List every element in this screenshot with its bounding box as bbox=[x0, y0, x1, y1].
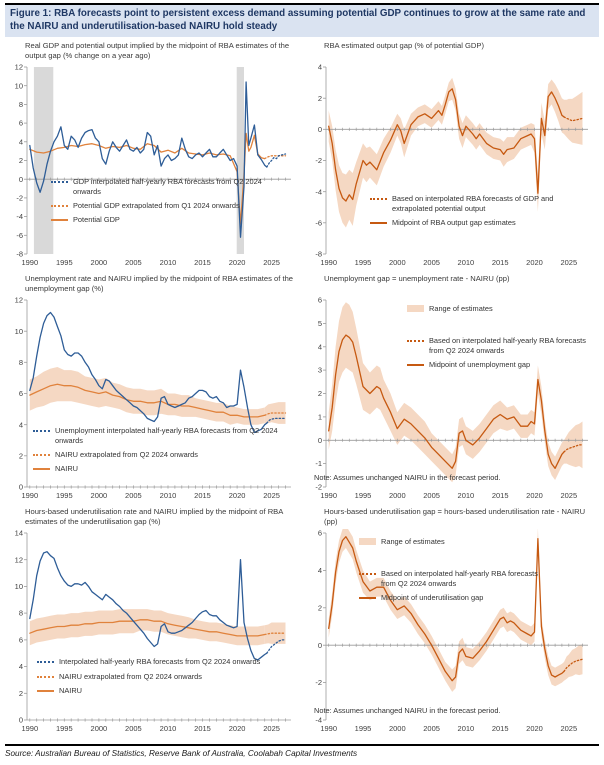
legend-label: GDP interpolated half-yearly RBA forecasts from Q2 2024 onwards bbox=[73, 177, 262, 196]
chart-canvas bbox=[304, 529, 593, 734]
svg-text:2000: 2000 bbox=[90, 491, 108, 501]
legend-item bbox=[37, 686, 293, 695]
svg-text:6: 6 bbox=[18, 389, 23, 399]
legend-label: Midpoint of RBA output gap estimates bbox=[392, 217, 516, 227]
legend-item bbox=[407, 304, 587, 313]
legend-item bbox=[33, 426, 287, 445]
charts-grid bbox=[0, 41, 604, 740]
svg-text:14: 14 bbox=[14, 529, 23, 539]
chart-legend bbox=[33, 426, 287, 478]
svg-text:4: 4 bbox=[18, 137, 23, 147]
svg-text:-4: -4 bbox=[16, 212, 23, 222]
svg-text:3: 3 bbox=[317, 366, 322, 376]
chart-legend bbox=[359, 537, 544, 551]
svg-text:4: 4 bbox=[18, 662, 23, 672]
svg-text:-8: -8 bbox=[315, 250, 322, 260]
svg-text:2005: 2005 bbox=[423, 491, 440, 501]
legend-label: NAIRU extrapolated from Q2 2024 onwards bbox=[55, 449, 198, 459]
svg-text:2: 2 bbox=[317, 603, 322, 613]
svg-text:2025: 2025 bbox=[263, 491, 280, 501]
chart-note: Note: Assumes unchanged NAIRU in the forecast period. bbox=[314, 473, 501, 483]
svg-text:2010: 2010 bbox=[457, 724, 475, 734]
legend-dotted-line-swatch bbox=[407, 340, 424, 342]
chart-plot-area bbox=[304, 63, 599, 268]
chart-legend bbox=[407, 304, 587, 318]
legend-item bbox=[407, 360, 587, 369]
chart-title: Unemployment rate and NAIRU implied by the midpoint of RBA estimates of the unemployment gap (%) bbox=[25, 274, 294, 294]
svg-text:0: 0 bbox=[317, 125, 322, 135]
svg-text:12: 12 bbox=[14, 63, 23, 73]
svg-text:0: 0 bbox=[317, 436, 322, 446]
svg-text:1990: 1990 bbox=[320, 258, 338, 268]
svg-text:2010: 2010 bbox=[159, 724, 177, 734]
legend-band-swatch bbox=[359, 538, 376, 545]
svg-text:6: 6 bbox=[18, 635, 23, 645]
legend-dotted-line-swatch bbox=[37, 661, 54, 663]
svg-text:-4: -4 bbox=[315, 187, 322, 197]
legend-dotted-line-swatch bbox=[37, 676, 54, 678]
svg-text:2020: 2020 bbox=[526, 491, 543, 501]
svg-text:8: 8 bbox=[18, 100, 23, 110]
svg-text:1990: 1990 bbox=[320, 724, 338, 734]
figure-title: Figure 1: RBA forecasts point to persistent excess demand assuming potential GDP continues to grow at the same rate and the NAIRU and underutilisation-based NAIRU hold steady bbox=[5, 5, 599, 37]
chart-title: RBA estimated output gap (% of potential GDP) bbox=[324, 41, 484, 51]
svg-text:2015: 2015 bbox=[491, 724, 509, 734]
svg-text:1990: 1990 bbox=[320, 491, 338, 501]
figure-header bbox=[5, 3, 599, 37]
svg-text:2025: 2025 bbox=[560, 724, 578, 734]
legend-solid-line-swatch bbox=[33, 468, 50, 470]
legend-label: Based on interpolated half-yearly RBA forecasts from Q2 2024 onwards bbox=[429, 336, 586, 355]
svg-text:0: 0 bbox=[317, 641, 322, 651]
svg-text:1990: 1990 bbox=[21, 491, 39, 501]
svg-text:2010: 2010 bbox=[457, 491, 475, 501]
svg-text:1995: 1995 bbox=[55, 258, 73, 268]
svg-text:2000: 2000 bbox=[388, 491, 406, 501]
svg-text:2000: 2000 bbox=[90, 724, 108, 734]
chart-legend bbox=[51, 177, 269, 229]
legend-label: Potential GDP bbox=[73, 215, 120, 225]
svg-text:-2: -2 bbox=[315, 156, 322, 166]
legend-label: NAIRU extrapolated from Q2 2024 onwards bbox=[59, 671, 202, 681]
svg-text:-1: -1 bbox=[315, 459, 322, 469]
svg-text:2010: 2010 bbox=[159, 491, 177, 501]
svg-text:2025: 2025 bbox=[263, 258, 280, 268]
svg-text:2025: 2025 bbox=[263, 724, 280, 734]
legend-label: NAIRU bbox=[55, 464, 78, 474]
svg-text:4: 4 bbox=[317, 342, 322, 352]
svg-text:-6: -6 bbox=[16, 231, 23, 241]
svg-text:2010: 2010 bbox=[159, 258, 177, 268]
svg-text:-4: -4 bbox=[315, 716, 322, 726]
svg-text:1: 1 bbox=[317, 412, 322, 422]
legend-item bbox=[359, 569, 544, 588]
svg-text:10: 10 bbox=[14, 81, 23, 91]
svg-text:2020: 2020 bbox=[228, 258, 246, 268]
svg-text:1990: 1990 bbox=[21, 258, 39, 268]
legend-label: Based on interpolated RBA forecasts of GDP and extrapolated potential output bbox=[392, 194, 554, 213]
legend-label: Midpoint of underutilisation gap bbox=[381, 592, 484, 602]
legend-dotted-line-swatch bbox=[51, 205, 68, 207]
chart-plot-area bbox=[5, 296, 304, 501]
legend-item bbox=[359, 537, 544, 546]
svg-text:2: 2 bbox=[18, 451, 23, 461]
svg-text:2000: 2000 bbox=[388, 258, 406, 268]
svg-text:2010: 2010 bbox=[457, 258, 475, 268]
legend-dotted-line-swatch bbox=[370, 198, 387, 200]
legend-item bbox=[359, 593, 544, 602]
svg-text:2: 2 bbox=[18, 156, 23, 166]
legend-item bbox=[37, 672, 293, 681]
chart-plot-area bbox=[304, 296, 599, 501]
svg-text:8: 8 bbox=[18, 609, 23, 619]
legend-label: Interpolated half-yearly RBA forecasts from Q2 2024 onwards bbox=[59, 657, 261, 667]
chart-title: Real GDP and potential output implied by the midpoint of RBA estimates of the output gap (% change on a year ago) bbox=[25, 41, 290, 61]
svg-text:2015: 2015 bbox=[194, 491, 211, 501]
svg-text:2015: 2015 bbox=[491, 258, 509, 268]
svg-text:2: 2 bbox=[317, 389, 322, 399]
legend-solid-line-swatch bbox=[51, 219, 68, 221]
svg-text:2020: 2020 bbox=[526, 258, 543, 268]
svg-text:0: 0 bbox=[18, 716, 23, 726]
svg-text:12: 12 bbox=[14, 296, 23, 306]
svg-text:-6: -6 bbox=[315, 218, 322, 228]
svg-text:5: 5 bbox=[317, 319, 322, 329]
svg-text:12: 12 bbox=[14, 555, 23, 565]
chart-unemployment-nairu bbox=[5, 274, 304, 507]
legend-solid-line-swatch bbox=[407, 364, 424, 366]
svg-text:2: 2 bbox=[317, 94, 322, 104]
svg-text:-2: -2 bbox=[16, 193, 23, 203]
svg-text:1990: 1990 bbox=[21, 724, 39, 734]
legend-solid-line-swatch bbox=[359, 597, 376, 599]
svg-text:6: 6 bbox=[18, 119, 23, 129]
legend-item bbox=[51, 201, 269, 210]
legend-label: Unemployment interpolated half-yearly RBA forecasts from Q2 2024 onwards bbox=[55, 426, 278, 445]
legend-dotted-line-swatch bbox=[33, 454, 50, 456]
chart-underutilisation-nairu bbox=[5, 507, 304, 740]
svg-text:2020: 2020 bbox=[228, 724, 246, 734]
svg-text:6: 6 bbox=[317, 529, 322, 539]
svg-text:2015: 2015 bbox=[491, 491, 509, 501]
legend-dotted-line-swatch bbox=[51, 181, 68, 183]
legend-item bbox=[33, 464, 287, 473]
chart-legend bbox=[359, 569, 544, 607]
svg-text:1995: 1995 bbox=[354, 258, 372, 268]
chart-title: Unemployment gap = unemployment rate - NAIRU (pp) bbox=[324, 274, 510, 284]
legend-dotted-line-swatch bbox=[359, 573, 376, 575]
svg-text:-2: -2 bbox=[315, 483, 322, 493]
svg-text:2005: 2005 bbox=[423, 724, 440, 734]
svg-text:4: 4 bbox=[18, 420, 23, 430]
legend-item bbox=[51, 215, 269, 224]
legend-label: NAIRU bbox=[59, 685, 82, 695]
svg-text:4: 4 bbox=[317, 63, 322, 73]
svg-text:2015: 2015 bbox=[194, 724, 211, 734]
svg-text:-8: -8 bbox=[16, 250, 23, 260]
svg-text:0: 0 bbox=[18, 175, 23, 185]
svg-text:2020: 2020 bbox=[526, 724, 543, 734]
chart-title: Hours-based underutilisation gap = hours-based underutilisation rate - NAIRU (pp) bbox=[324, 507, 586, 527]
legend-item bbox=[33, 450, 287, 459]
svg-text:0: 0 bbox=[18, 483, 23, 493]
legend-item bbox=[407, 336, 587, 355]
chart-legend bbox=[370, 194, 562, 232]
chart-canvas bbox=[5, 63, 296, 268]
svg-text:2005: 2005 bbox=[125, 491, 142, 501]
chart-legend bbox=[37, 657, 293, 700]
svg-text:4: 4 bbox=[317, 566, 322, 576]
svg-text:2000: 2000 bbox=[90, 258, 108, 268]
svg-text:2025: 2025 bbox=[560, 491, 578, 501]
svg-text:10: 10 bbox=[14, 582, 23, 592]
svg-text:6: 6 bbox=[317, 296, 322, 306]
legend-solid-line-swatch bbox=[370, 222, 387, 224]
chart-plot-area bbox=[5, 63, 304, 268]
chart-canvas bbox=[5, 529, 296, 734]
svg-text:2005: 2005 bbox=[125, 258, 142, 268]
legend-band-swatch bbox=[407, 305, 424, 312]
chart-plot-area bbox=[304, 529, 599, 734]
chart-gdp-potential bbox=[5, 41, 304, 274]
svg-text:1995: 1995 bbox=[55, 724, 73, 734]
svg-text:2005: 2005 bbox=[125, 724, 142, 734]
svg-text:1995: 1995 bbox=[55, 491, 73, 501]
legend-item bbox=[370, 194, 562, 213]
chart-legend bbox=[407, 336, 587, 374]
legend-label: Based on interpolated half-yearly RBA forecasts from Q2 2024 onwards bbox=[381, 569, 538, 588]
chart-output-gap bbox=[304, 41, 599, 274]
legend-item bbox=[51, 177, 269, 196]
chart-canvas bbox=[304, 63, 593, 268]
chart-canvas bbox=[304, 296, 593, 501]
svg-text:8: 8 bbox=[18, 358, 23, 368]
legend-item bbox=[370, 218, 562, 227]
source-line: Source: Australian Bureau of Statistics, Reserve Bank of Australia, Coolabah Capital Investments bbox=[5, 744, 599, 758]
chart-note: Note: Assumes unchanged NAIRU in the forecast period. bbox=[314, 706, 501, 716]
svg-text:2020: 2020 bbox=[228, 491, 246, 501]
legend-dotted-line-swatch bbox=[33, 430, 50, 432]
legend-label: Range of estimates bbox=[381, 537, 445, 547]
svg-text:2005: 2005 bbox=[423, 258, 440, 268]
legend-label: Midpoint of unemployment gap bbox=[429, 359, 531, 369]
svg-text:2: 2 bbox=[18, 689, 23, 699]
svg-text:1995: 1995 bbox=[354, 724, 372, 734]
chart-title: Hours-based underutilisation rate and NAIRU implied by the midpoint of RBA estimates of the underutilisation gap (%) bbox=[25, 507, 283, 527]
svg-text:2015: 2015 bbox=[194, 258, 211, 268]
chart-unemployment-gap bbox=[304, 274, 599, 507]
svg-text:2000: 2000 bbox=[388, 724, 406, 734]
legend-label: Potential GDP extrapolated from Q1 2024 onwards bbox=[73, 200, 240, 210]
svg-text:10: 10 bbox=[14, 327, 23, 337]
chart-underutilisation-gap bbox=[304, 507, 599, 740]
legend-item bbox=[37, 657, 293, 666]
svg-text:-2: -2 bbox=[315, 678, 322, 688]
legend-label: Range of estimates bbox=[429, 304, 493, 314]
svg-text:2025: 2025 bbox=[560, 258, 578, 268]
svg-text:1995: 1995 bbox=[354, 491, 372, 501]
chart-plot-area bbox=[5, 529, 304, 734]
legend-solid-line-swatch bbox=[37, 690, 54, 692]
